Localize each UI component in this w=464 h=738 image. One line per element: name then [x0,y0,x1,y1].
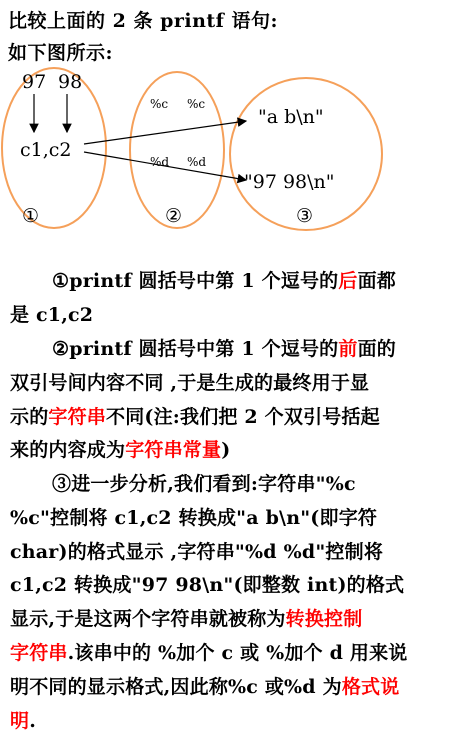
p1-line-1: ①printf 圆括号中第 1 个逗号的后面都 [52,270,396,292]
highlight-string: 字符串 [48,405,107,428]
p2-line-3: 示的字符串不同(注:我们把 2 个双引号括起 [10,405,380,428]
printf-diagram [0,62,464,232]
highlight-string-constant: 字符串常量 [125,439,222,462]
p3-line-7: 明不同的显示格式,因此称%c 或%d 为格式说 [10,675,400,698]
highlight-string-2: 字符串 [10,641,68,664]
output-char: "a b\n" [258,106,324,128]
vars-c1-c2: c1,c2 [20,139,72,161]
p1-line-2: 是 c1,c2 [10,303,94,326]
p3-line-4: c1,c2 转换成"97 98\n"(即整数 int)的格式 [10,574,405,597]
header-line-1: 比较上面的 2 条 printf 语句: [8,10,278,32]
arrow-to-char-output [84,121,246,144]
paragraph-1 [10,265,458,333]
p3-line-3: char)的格式显示 ,字符串"%d %d"控制将 [10,540,384,563]
paragraph-3 [10,468,458,738]
header-line-2: 如下图所示: [8,42,114,64]
fmt-d-1: %d [150,155,170,169]
highlight-before: 前 [338,338,358,360]
highlight-format-spec: 格式说 [341,675,400,698]
highlight-conversion-control: 转换控制 [285,608,363,631]
label-circle-1: ① [22,205,40,227]
highlight-format-spec-2: 明 [10,709,30,732]
fmt-d-2: %d [187,155,207,169]
label-circle-2: ② [165,205,183,227]
p2-line-4: 来的内容成为字符串常量) [10,439,231,462]
value-98: 98 [58,71,83,93]
p3-line-5: 显示,于是这两个字符串就被称为转换控制 [10,608,363,631]
p3-line-6: 字符串.该串中的 %加个 c 或 %加个 d 用来说 [10,641,408,664]
p3-line-8: 明. [10,709,37,732]
paragraph-2 [10,333,458,468]
label-circle-3: ③ [296,205,314,227]
fmt-c-1: %c [150,97,169,111]
fmt-c-2: %c [187,97,206,111]
p2-line-2: 双引号间内容不同 ,于是生成的最终用于显 [10,371,370,394]
p3-line-1: ③进一步分析,我们看到:字符串"%c [52,473,356,495]
p2-line-1: ②printf 圆括号中第 1 个逗号的前面的 [52,338,396,360]
value-97: 97 [22,71,47,93]
highlight-after: 后 [338,270,358,292]
p3-line-2: %c"控制将 c1,c2 转换成"a b\n"(即字符 [10,506,378,529]
output-int: "97 98\n" [244,171,335,193]
